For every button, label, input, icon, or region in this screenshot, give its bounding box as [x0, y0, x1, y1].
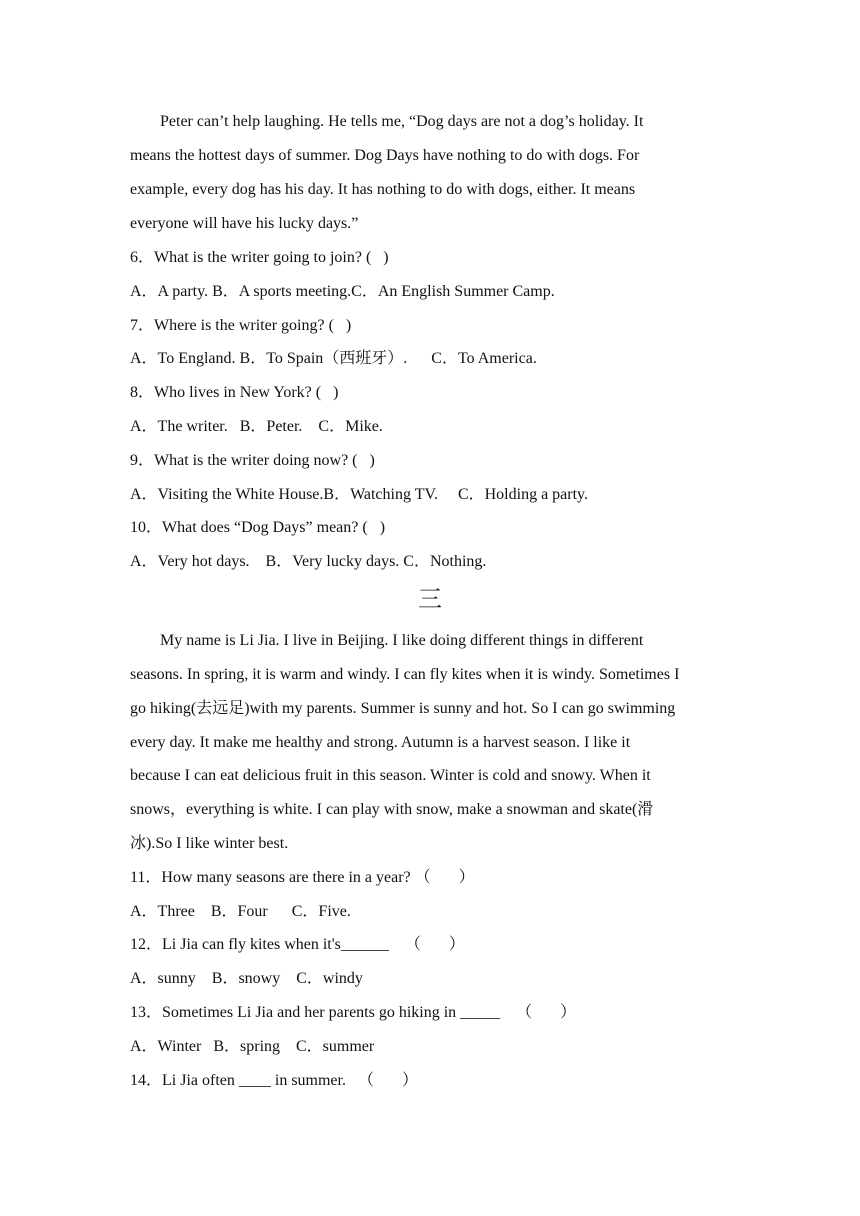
- passage-line: everyone will have his lucky days.”: [130, 215, 359, 232]
- passage-line: seasons. In spring, it is warm and windy. I can fly kites when it is windy. Sometimes I: [130, 666, 680, 683]
- question-6-options: A．A party. B．A sports meeting.C．An English Summer Camp.: [130, 283, 555, 300]
- passage-line: Peter can’t help laughing. He tells me, “Dog days are not a dog’s holiday. It: [160, 113, 644, 130]
- question-7-options: A．To England. B．To Spain（西班牙）. C．To America.: [130, 350, 537, 367]
- question-11: 11．How many seasons are there in a year? （ ）: [130, 869, 475, 886]
- question-8: 8．Who lives in New York? ( ): [130, 384, 339, 401]
- question-13: 13．Sometimes Li Jia and her parents go hiking in _____ （ ）: [130, 1004, 577, 1021]
- passage-line: means the hottest days of summer. Dog Days have nothing to do with dogs. For: [130, 147, 640, 164]
- question-6: 6．What is the writer going to join? ( ): [130, 249, 389, 266]
- question-11-options: A．Three B．Four C．Five.: [130, 903, 351, 920]
- question-10-options: A．Very hot days. B．Very lucky days. C．Nothing.: [130, 553, 487, 570]
- passage-line: example, every dog has his day. It has nothing to do with dogs, either. It means: [130, 181, 636, 198]
- question-9-options: A．Visiting the White House.B．Watching TV. C．Holding a party.: [130, 486, 589, 503]
- question-13-options: A．Winter B．spring C．summer: [130, 1038, 375, 1055]
- question-7: 7．Where is the writer going? ( ): [130, 317, 352, 334]
- passage-line: because I can eat delicious fruit in this season. Winter is cold and snowy. When it: [130, 767, 651, 784]
- section-heading: 三: [418, 587, 442, 613]
- passage-line: every day. It make me healthy and strong. Autumn is a harvest season. I like it: [130, 734, 631, 751]
- passage-line: 冰).So I like winter best.: [130, 835, 289, 852]
- question-9: 9．What is the writer doing now? ( ): [130, 452, 375, 469]
- question-14: 14．Li Jia often ____ in summer. （ ）: [130, 1072, 418, 1089]
- question-10: 10．What does “Dog Days” mean? ( ): [130, 519, 386, 536]
- question-12-options: A．sunny B．snowy C．windy: [130, 970, 363, 987]
- passage-line: My name is Li Jia. I live in Beijing. I like doing different things in different: [160, 632, 644, 649]
- passage-line: go hiking(去远足)with my parents. Summer is sunny and hot. So I can go swimming: [130, 700, 676, 717]
- question-12: 12．Li Jia can fly kites when it's______ （ ）: [130, 936, 465, 953]
- question-8-options: A．The writer. B．Peter. C．Mike.: [130, 418, 383, 435]
- passage-line: snows，everything is white. I can play with snow, make a snowman and skate(滑: [130, 801, 654, 818]
